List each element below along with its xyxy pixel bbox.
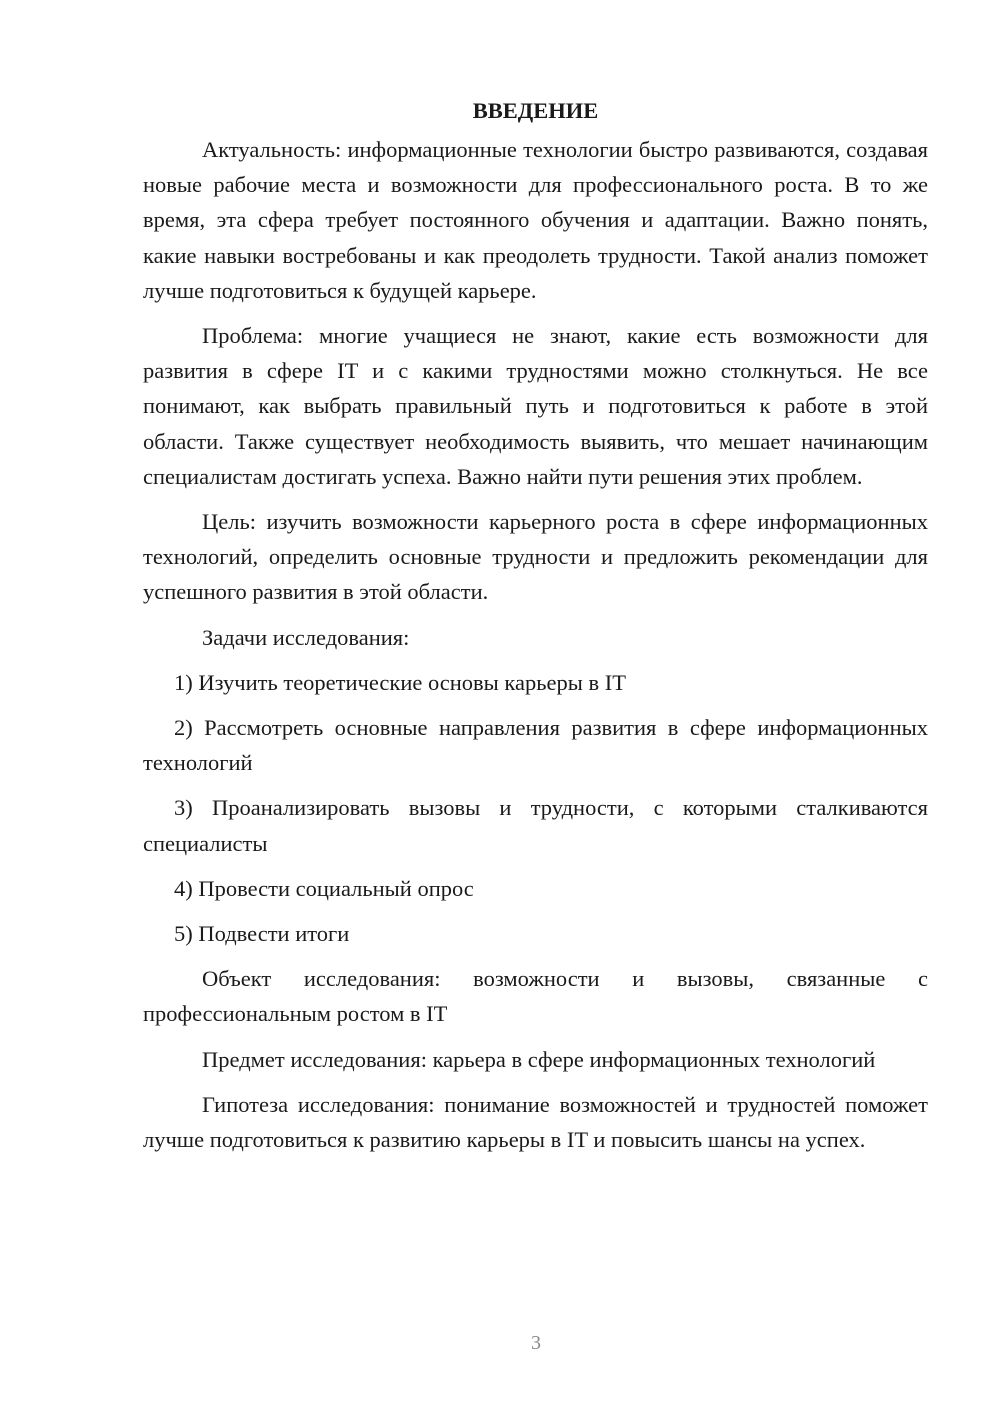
page-number: 3	[531, 1332, 541, 1354]
task-item: 3) Проанализировать вызовы и трудности, с которыми сталкиваются специалисты	[143, 795, 928, 856]
task-item: 5) Подвести итоги	[174, 921, 350, 947]
problem-paragraph: Проблема: многие учащиеся не знают, какие есть возможности для развития в сфере IT и с какими трудностями можно столкнуться. Не все понимают, как выбрать правильный путь и подготовиться к работе в этой области. Также существует необходимость выявить, что мешает начинающим специалистам достигать успеха. Важно найти пути решения этих проблем.	[143, 323, 928, 489]
page-title: ВВЕДЕНИЕ	[472, 98, 599, 123]
task-item: 2) Рассмотреть основные направления развития в сфере информационных технологий	[143, 715, 928, 776]
page-content	[143, 96, 928, 1167]
hypothesis-paragraph: Гипотеза исследования: понимание возможностей и трудностей поможет лучше подготовиться к развитию карьеры в IT и повысить шансы на успех.	[143, 1091, 928, 1153]
task-item: 4) Провести социальный опрос	[174, 875, 474, 901]
subject-paragraph: Предмет исследования: карьера в сфере информационных технологий	[202, 1046, 876, 1072]
relevance-paragraph: Актуальность: информационные технологии быстро развиваются, создавая новые рабочие места и возможности для профессионального роста. В то же время, эта сфера требует постоянного обучения и адаптации. Важно понять, какие навыки востребованы и как преодолеть трудности. Такой анализ поможет лучше подготовиться к будущей карьере.	[143, 137, 928, 303]
task-item: 1) Изучить теоретические основы карьеры в IT	[174, 669, 626, 695]
goal-paragraph: Цель: изучить возможности карьерного роста в сфере информационных технологий, определить основные трудности и предложить рекомендации для успешного развития в этой области.	[143, 509, 928, 605]
tasks-heading: Задачи исследования:	[202, 624, 410, 650]
object-paragraph: Объект исследования: возможности и вызовы, связанные с профессиональным ростом в IT	[143, 966, 928, 1027]
